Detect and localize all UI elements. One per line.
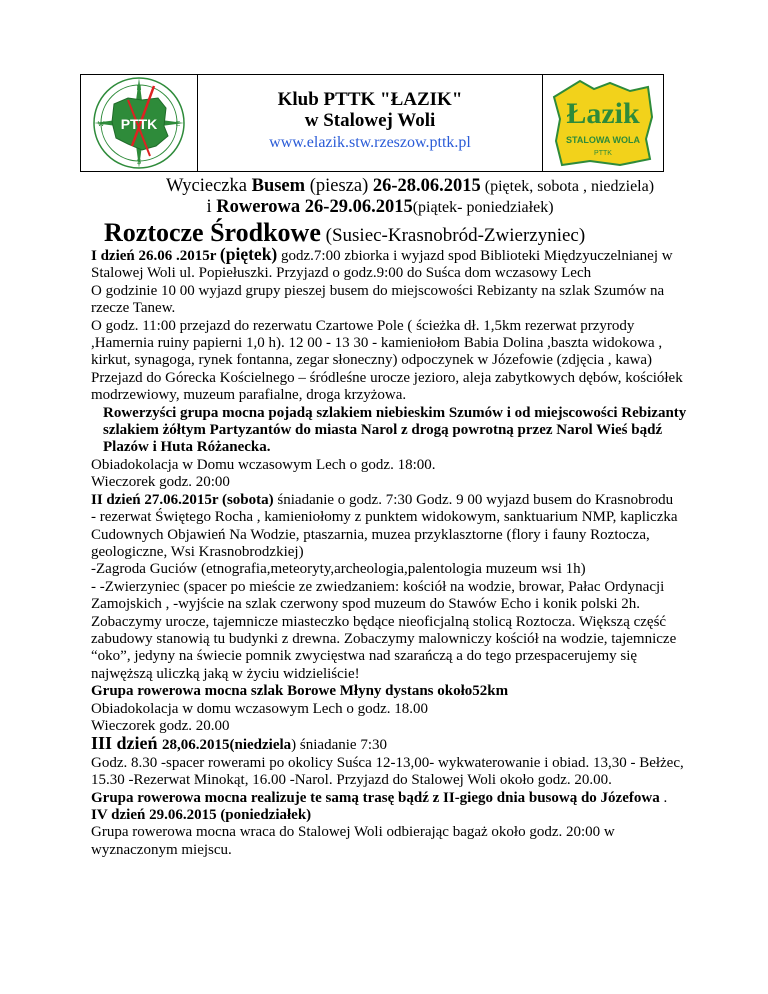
headline-trip: Wycieczka <box>165 176 252 196</box>
day1-dinner: Obiadokolacja w Domu wczasowym Lech o godz. 18:00. <box>91 456 436 473</box>
club-name: Klub PTTK "ŁAZIK" <box>277 89 463 110</box>
day3-label: III dzień <box>91 733 163 754</box>
headline-days: (piętek, sobota , niedziela) <box>480 178 655 195</box>
day1-intro <box>91 246 701 283</box>
day3-bike-route: Grupa rowerowa mocna realizuje te samą trasę bądź z II-giego dnia busową do Józefowa <box>91 789 660 806</box>
day3-paren: ) <box>291 737 297 754</box>
day1-gorecko: Przejazd do Górecka Kościelnego – śródleśne urocze jezioro, aleja zabytkowych dębów, kościółek modrzewiowy, muzeum parafialne, droga krzyżowa. <box>91 369 683 404</box>
headline-and: i <box>206 197 217 217</box>
day3-bike-end: . <box>659 789 668 806</box>
day3-date: 28,06.2015(niedziela <box>162 737 292 754</box>
compass-s-label: S <box>136 159 142 166</box>
day4-label: IV dzień 29.06.2015 (poniedziałek) <box>91 807 312 823</box>
day1-weekday: (piętek) <box>219 244 278 264</box>
headline-line1 <box>80 176 740 197</box>
pttk-logo-icon <box>92 76 186 170</box>
page-title <box>104 218 585 248</box>
day1-reserve: O godz. 11:00 przejazd do rezerwatu Czartowe Pole ( ścieżka dł. 1,5km rezerwat przyrody ,Hamernia ruiny papierni 1,0 h). 12 00 - 13 30 - kamieniołom Babia Dolina ,baszta widokowa , kirkut, synagoga, rynek fontanna, zegar słoneczny) odpoczynek w Józefowie (zdjęcia , kawa) <box>91 317 663 369</box>
club-url-link[interactable]: www.elazik.stw.rzeszow.pttk.pl <box>269 134 471 151</box>
club-info-cell <box>198 75 543 171</box>
title-main: Roztocze Środkowe <box>104 218 321 247</box>
day1-bike-route: Rowerzyści grupa mocna pojadą szlakiem niebieskim Szumów i od miejscowości Rebizanty szlakiem żółtym Partyzantów do miasta Narol z drogą powrotną przez Narol Wieś bądź Plazów i Huta Różanecka. <box>103 404 687 456</box>
lazik-logo-icon <box>550 77 656 169</box>
headline-dates: 26-28.06.2015 <box>372 176 481 196</box>
headline-bike-days: (piątek- poniedziałek) <box>412 199 554 216</box>
pttk-logo-text: PTTK <box>120 116 158 132</box>
compass-n-label: N <box>136 85 142 92</box>
day3-bike <box>91 790 701 807</box>
day2-gucio: -Zagroda Guciów (etnografia,meteoryty,archeologia,palentologia muzeum wsi 1h) <box>91 561 586 578</box>
compass-e-label: E <box>175 121 181 128</box>
header-table <box>80 74 664 172</box>
day4-text: Grupa rowerowa mocna wraca do Stalowej Woli odbierając bagaż około godz. 20:00 w wyznaczonym miejscu. <box>91 824 615 858</box>
day1-evening: Wieczorek godz. 20:00 <box>91 474 230 491</box>
lazik-logo-pttk: PTTK <box>594 150 612 157</box>
day2-bike-route: Grupa rowerowa mocna szlak Borowe Młyny dystans około52km <box>91 683 509 700</box>
day1-label: I dzień 26.06 .2015r <box>91 248 220 264</box>
pttk-logo-cell <box>81 75 198 171</box>
day1-walk: O godzinie 10 00 wyjazd grupy pieszej busem do miejscowości Rebizanty na szlak Szumów na rzecze Tanew. <box>91 282 665 317</box>
headline-line2 <box>80 197 680 218</box>
compass-w-label: W <box>97 121 105 128</box>
day2-label: II dzień 27.06.2015r (sobota) <box>91 491 274 508</box>
day2-zwierzyniec: - -Zwierzyniec (spacer po mieście ze zwiedzaniem: kościół na wodzie, browar, Pałac Ordynacji Zamojskich , -wyjście na szlak czerwony spod muzeum do Stawów Echo i konik polski 2h. Zobaczymy urocze, tajemnicze miasteczko będące nieoficjalną stolicą Roztocza. Większą część zabudowy stanowią tu budynki z drewna. Zobaczymy malowniczy kościół na wodzie, tajemnicze “oko”, jedyny na świecie pomnik zwycięstwa nad szarańczą a do tego przespacerujemy się najwęższą uliczką jaką w życiu widzieliście! <box>91 578 677 682</box>
headline-walk: (piesza) <box>305 176 373 196</box>
day3-intro <box>91 735 701 754</box>
headline-bus: Busem <box>251 176 306 196</box>
day2-text: śniadanie o godz. 7:30 Godz. 9 00 wyjazd busem do Krasnobrodu <box>273 491 674 508</box>
headline-bike: Rowerowa 26-29.06.2015 <box>216 197 413 217</box>
day3-schedule: Godz. 8.30 -spacer rowerami po okolicy Suśca 12-13,00- wykwaterowanie i obiad. 13,30 - Bełżec, 15.30 -Rezerwat Minokąt, 16.00 -Narol. Przyjazd do Stalowej Woli około godz. 20.00. <box>91 754 684 789</box>
day2-dinner: Obiadokolacja w domu wczasowym Lech o godz. 18.00 <box>91 700 428 717</box>
club-city: w Stalowej Woli <box>304 110 436 131</box>
day2-krasnobrod: - rezerwat Świętego Rocha , kamieniołomy z punktem widokowym, sanktuarium NMP, kapliczka Cudownych Objawień Na Wodzie, ptaszarnia, muzea przyklasztorne (flory i fauny Roztocza, geologiczne, Wsi Krasnobrodzkiej) <box>91 509 678 560</box>
title-route: (Susiec-Krasnobród-Zwierzyniec) <box>320 225 586 246</box>
lazik-logo-cell <box>543 75 663 171</box>
day2-evening: Wieczorek godz. 20.00 <box>91 717 230 734</box>
lazik-logo-city: STALOWA WOLA <box>566 135 640 145</box>
lazik-logo-text: Łazik <box>566 97 640 130</box>
itinerary <box>91 246 701 859</box>
day3-text: śniadanie 7:30 <box>296 737 387 754</box>
day2-intro <box>91 492 701 509</box>
day1-text: godz.7:00 zbiorka i wyjazd spod Biblioteki Międzyuczelnianej w Stalowej Woli ul. Popiełuszki. Przyjazd o godz.9:00 do Suśca dom wczasowy Lech <box>91 248 673 282</box>
